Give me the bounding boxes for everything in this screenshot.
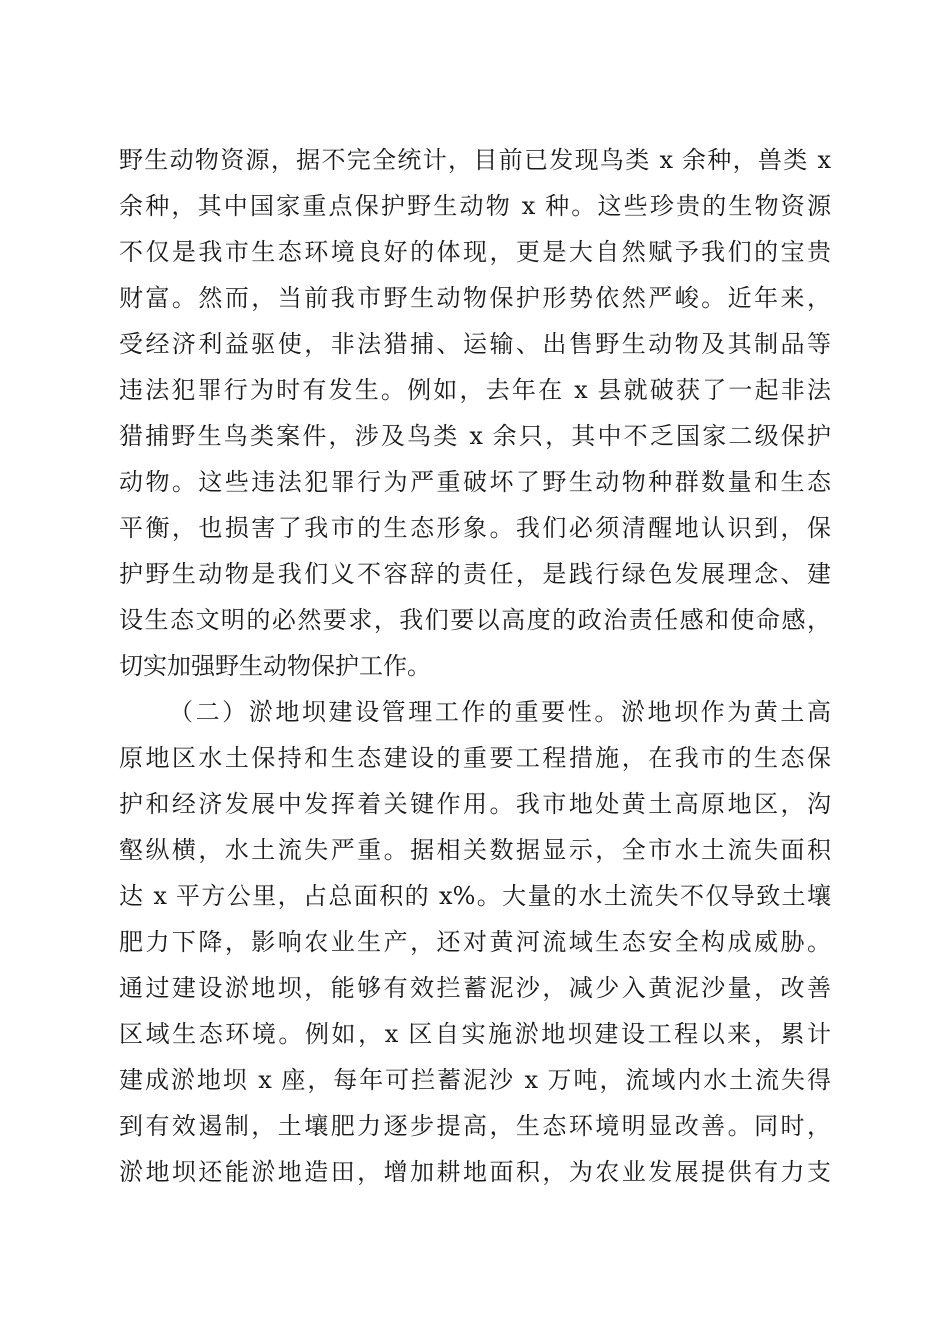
paragraph-line: 动物。这些违法犯罪行为严重破坏了野生动物种群数量和生态 [119,468,831,496]
paragraph-line: 通过建设淤地坝，能够有效拦蓄泥沙，减少入黄泥沙量，改善 [119,974,831,1002]
paragraph-line: 切实加强野生动物保护工作。 [119,652,431,680]
paragraph-line: 不仅是我市生态环境良好的体现，更是大自然赋予我们的宝贵 [119,238,831,266]
paragraph-line: 余种，其中国家重点保护野生动物 x 种。这些珍贵的生物资源 [119,192,831,220]
paragraph-line: 野生动物资源，据不完全统计，目前已发现鸟类 x 余种，兽类 x [119,146,831,174]
paragraph-line: 达 x 平方公里，占总面积的 x%。大量的水土流失不仅导致土壤 [119,882,831,910]
paragraph-line: 建成淤地坝 x 座，每年可拦蓄泥沙 x 万吨，流域内水土流失得 [119,1066,831,1094]
paragraph-line: 区域生态环境。例如，x 区自实施淤地坝建设工程以来，累计 [119,1020,831,1048]
paragraph-line: 原地区水土保持和生态建设的重要工程措施，在我市的生态保 [119,744,831,772]
paragraph-line: 违法犯罪行为时有发生。例如，去年在 x 县就破获了一起非法 [119,376,831,404]
paragraph-line: 设生态文明的必然要求，我们要以高度的政治责任感和使命感， [119,606,831,634]
paragraph-line: 财富。然而，当前我市野生动物保护形势依然严峻。近年来， [119,284,831,312]
paragraph-line: 壑纵横，水土流失严重。据相关数据显示，全市水土流失面积 [119,836,831,864]
section-heading-line: （二）淤地坝建设管理工作的重要性。淤地坝作为黄土高 [169,698,831,726]
paragraph-line: 护和经济发展中发挥着关键作用。我市地处黄土高原地区，沟 [119,790,831,818]
paragraph-line: 护野生动物是我们义不容辞的责任，是践行绿色发展理念、建 [119,560,831,588]
paragraph-line: 受经济利益驱使，非法猎捕、运输、出售野生动物及其制品等 [119,330,831,358]
paragraph-line: 肥力下降，影响农业生产，还对黄河流域生态安全构成威胁。 [119,928,831,956]
paragraph-line: 平衡，也损害了我市的生态形象。我们必须清醒地认识到，保 [119,514,831,542]
paragraph-line: 猎捕野生鸟类案件，涉及鸟类 x 余只，其中不乏国家二级保护 [119,422,831,450]
paragraph-line: 淤地坝还能淤地造田，增加耕地面积，为农业发展提供有力支 [119,1158,831,1186]
paragraph-line: 到有效遏制，土壤肥力逐步提高，生态环境明显改善。同时， [119,1112,831,1140]
